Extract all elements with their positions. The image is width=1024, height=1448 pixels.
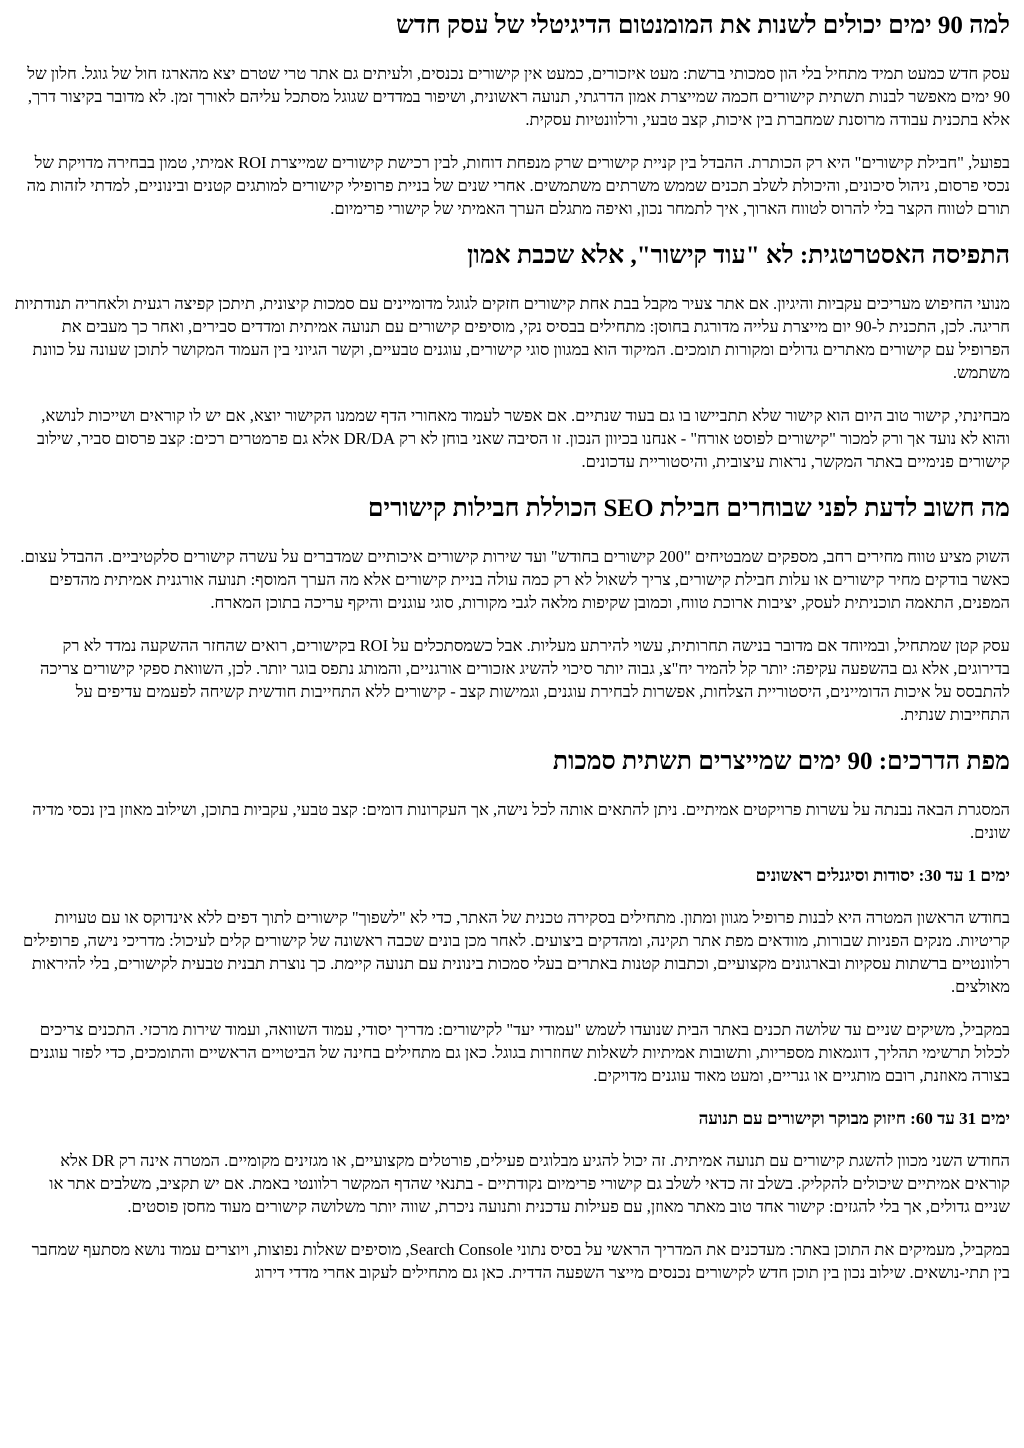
section-paragraph: המסגרת הבאה נבנתה על עשרות פרויקטים אמיתיים. ניתן להתאים אותה לכל נישה, אך העקרונות דומים: קצב טבעי, עקביות בתוכן, ושילוב מאוזן בין נכסי מדיה שונים. — [32, 800, 1010, 842]
subsection-heading-days-31-60: ימים 31 עד 60: חיזוק מבוקר וקישורים עם תנועה — [698, 1109, 1010, 1128]
section-paragraph: עסק קטן שמתחיל, ובמיוחד אם מדובר בנישה תחרותית, עשוי להירתע מעליות. אבל כשמסתכלים על ROI בקישורים, רואים שהחזר ההשקעה נמדד לא רק בדירוגים, אלא גם בהשפעה עקיפה: יותר קל להמיר יח"צ, גבוה יותר סיכוי להשיג אזכורים אורגניים, והמותג נתפס בוגר יותר. לכן, השוואת ספקי קישורים צריכה להתבסס על איכות הדומיינים, היסטוריית הצלחות, אפשרות לבחירת עוגנים, וגמישות קצב - קישורים ללא התחייבות חודשית קשיחה לפעמים עדיפים על התחייבות שנתית. — [40, 636, 1010, 724]
section-heading-strategic-approach: התפיסה האסטרטגית: לא "עוד קישור", אלא שכבת אמון — [467, 242, 1010, 269]
section-paragraph: מבחינתי, קישור טוב היום הוא קישור שלא תתביישו בו גם בעוד שנתיים. אם אפשר לעמוד מאחורי הדף שממנו הקישור יוצא, אם יש לו קוראים ושייכות לנושא, והוא לא נועד אך ורק למכור "קישורים לפוסט אורח" - אנחנו בכיוון הנכון. זו הסיבה שאני בוחן לא רק DR/DA אלא גם פרמטרים רכים: קצב פרסום סביר, שילוב קישורים פנימיים באתר המקשר, נראות עיצובית, והיסטוריית עדכונים. — [36, 406, 1010, 471]
section-before-choosing-package — [14, 493, 1010, 726]
section-heading-before-choosing-package: מה חשוב לדעת לפני שבוחרים חבילת SEO הכוללת חבילות קישורים — [367, 495, 1010, 522]
intro-paragraph-1: עסק חדש כמעט תמיד מתחיל בלי הון סמכותי ברשת: מעט איזכורים, כמעט אין קישורים נכנסים, ולעיתים גם אתר טרי שטרם יצא מהארגז חול של גוגל. חלון של 90 ימים מאפשר לבנות תשתית קישורים חכמה שמייצרת אמון הדרגתי, תנועה ראשונית, ושיפור במדדים שגוגל מסתכל עליהם לאורך זמן. לא מדובר בקיצור דרך, אלא בתכנית עבודה מרוסנת שמחברת בין איכות, קצב טבעי, ורלוונטיות עסקית. — [27, 64, 1010, 129]
subsection-heading-days-1-30: ימים 1 עד 30: יסודות וסיגנלים ראשונים — [755, 866, 1010, 885]
subsection-paragraph: בחודש הראשון המטרה היא לבנות פרופיל מגוון ומתון. מתחילים בסקירה טכנית של האתר, כדי לא "לשפוך" קישורים לתוך דפים ללא אינדוקס או עם טעויות קריטיות. מנקים הפניות שבורות, מוודאים מפת אתר תקינה, ומהדקים ביצועים. לאחר מכן בונים שכבה ראשונה של קישורים קלים לעיכול: מדריכי נישה, פרופילים רלוונטיים ברשתות עסקיות ובארגונים מקצועיים, וכתבות קטנות באתרים בעלי סמכות בינונית עם תנועה קיימת. כך נוצרת תבנית טבעית לקישורים, בלי להיראות מאולצים. — [22, 908, 1010, 996]
section-heading-roadmap: מפת הדרכים: 90 ימים שמייצרים תשתית סמכות — [552, 748, 1010, 775]
subsection-paragraph: במקביל, משיקים שניים עד שלושה תכנים באתר הבית שנועדו לשמש "עמודי יעד" לקישורים: מדריך יסודי, עמוד השוואה, ועמוד שירות מרכזי. התכנים צריכים לכלול תרשימי תהליך, דוגמאות מספריות, ותשובות אמיתיות לשאלות שחוזרות בגוגל. כאן גם מתחילים בחינה של הביטויים הראשיים והתומכים, כדי לפזר עוגנים בצורה מאוזנת, רובם מותגיים או גנריים, ומעט מאוד עוגנים מדויקים. — [29, 1020, 1010, 1085]
subsection-paragraph: במקביל, מעמיקים את התוכן באתר: מעדכנים את המדריך הראשי על בסיס נתוני Search Console, מוסיפים שאלות נפוצות, ויוצרים עמוד נושא מסתעף שמחבר בין תתי-נושאים. שילוב נכון בין תוכן חדש לקישורים נכנסים מייצר השפעה הדדית. כאן גם מתחילים לעקוב אחרי מדדי דירוג — [31, 1240, 1010, 1282]
section-roadmap — [14, 746, 1010, 1284]
subsection-paragraph: החודש השני מכוון להשגת קישורים עם תנועה אמיתית. זה יכול להגיע מבלוגים פעילים, פורטלים מקצועיים, או מגזינים מקומיים. המטרה אינה רק DR אלא קוראים אמיתיים שיכולים להקליק. בשלב זה כדאי לשלב גם קישורי פרימיום נקודתיים - בתנאי שהדף המקשר רלוונטי באמת. אם יש תקציב, משלבים אתר או שניים גדולים, אך בלי להגזים: קישור אחד טוב מאתר מאוזן, עם פעילות עדכנית ותנועה ניכרת, שווה יותר משלושה קישורים מעוד מחסן פוסטים. — [49, 1151, 1010, 1216]
intro-paragraph-2: בפועל, "חבילת קישורים" היא רק הכותרת. ההבדל בין קניית קישורים שרק מנפחת דוחות, לבין רכישת קישורים שמייצרת ROI אמיתי, טמון בבחירה מדויקת של נכסי פרסום, ניהול סיכונים, והיכולת לשלב תכנים שממש משרתים משתמשים. אחרי שנים של בניית פרופילי קישורים למותגים קטנים ובינוניים, למדתי לזהות מה תורם לטווח הקצר בלי להרוס לטווח הארוך, איך לתמחר נכון, ואיפה מתגלם הערך האמיתי של קישורי פרימיום. — [26, 153, 1010, 218]
section-paragraph: מנועי החיפוש מעריכים עקביות והיגיון. אם אתר צעיר מקבל בבת אחת קישורים חזקים לגוגל מדומיינים עם סמכות קיצונית, תיתכן קפיצה רגעית ולאחריה תנודתיות חריגה. לכן, התכנית ל-90 יום מייצרת עלייה מדורגת בחוסן: מתחילים בבסיס נקי, מוסיפים קישורים עם תנועה אמיתית ומדדים סבירים, ואחר כך מעבים את הפרופיל עם קישורים מאתרים גדולים ומקורות תומכים. המיקוד הוא במגוון סוגי קישורים, עוגנים טבעיים, וקשר הגיוני בין העמוד המקושר לתוכן שעונה על כוונת משתמש. — [14, 294, 1010, 382]
section-paragraph: השוק מציע טווח מחירים רחב, מספקים שמבטיחים "200 קישורים בחודש" ועד שירות קישורים איכותיים שמדברים על עשרה קישורים סלקטיביים. ההבדל עצום. כאשר בודקים מחיר קישורים או עלות חבילת קישורים, צריך לשאול לא רק כמה עולה בניית קישורים אלא מה הערך המוסף: תנועה אורגנית אמיתית מהדפים המפנים, התאמה תוכניתית לעסק, יציבות ארוכת טווח, וכמובן שקיפות מלאה לגבי מקורות, סוגי עוגנים והיקף עריכה בתוכן המארח. — [20, 547, 1010, 612]
section-strategic-approach — [14, 240, 1010, 473]
article-title: למה 90 ימים יכולים לשנות את המומנטום הדיגיטלי של עסק חדש — [396, 12, 1010, 39]
